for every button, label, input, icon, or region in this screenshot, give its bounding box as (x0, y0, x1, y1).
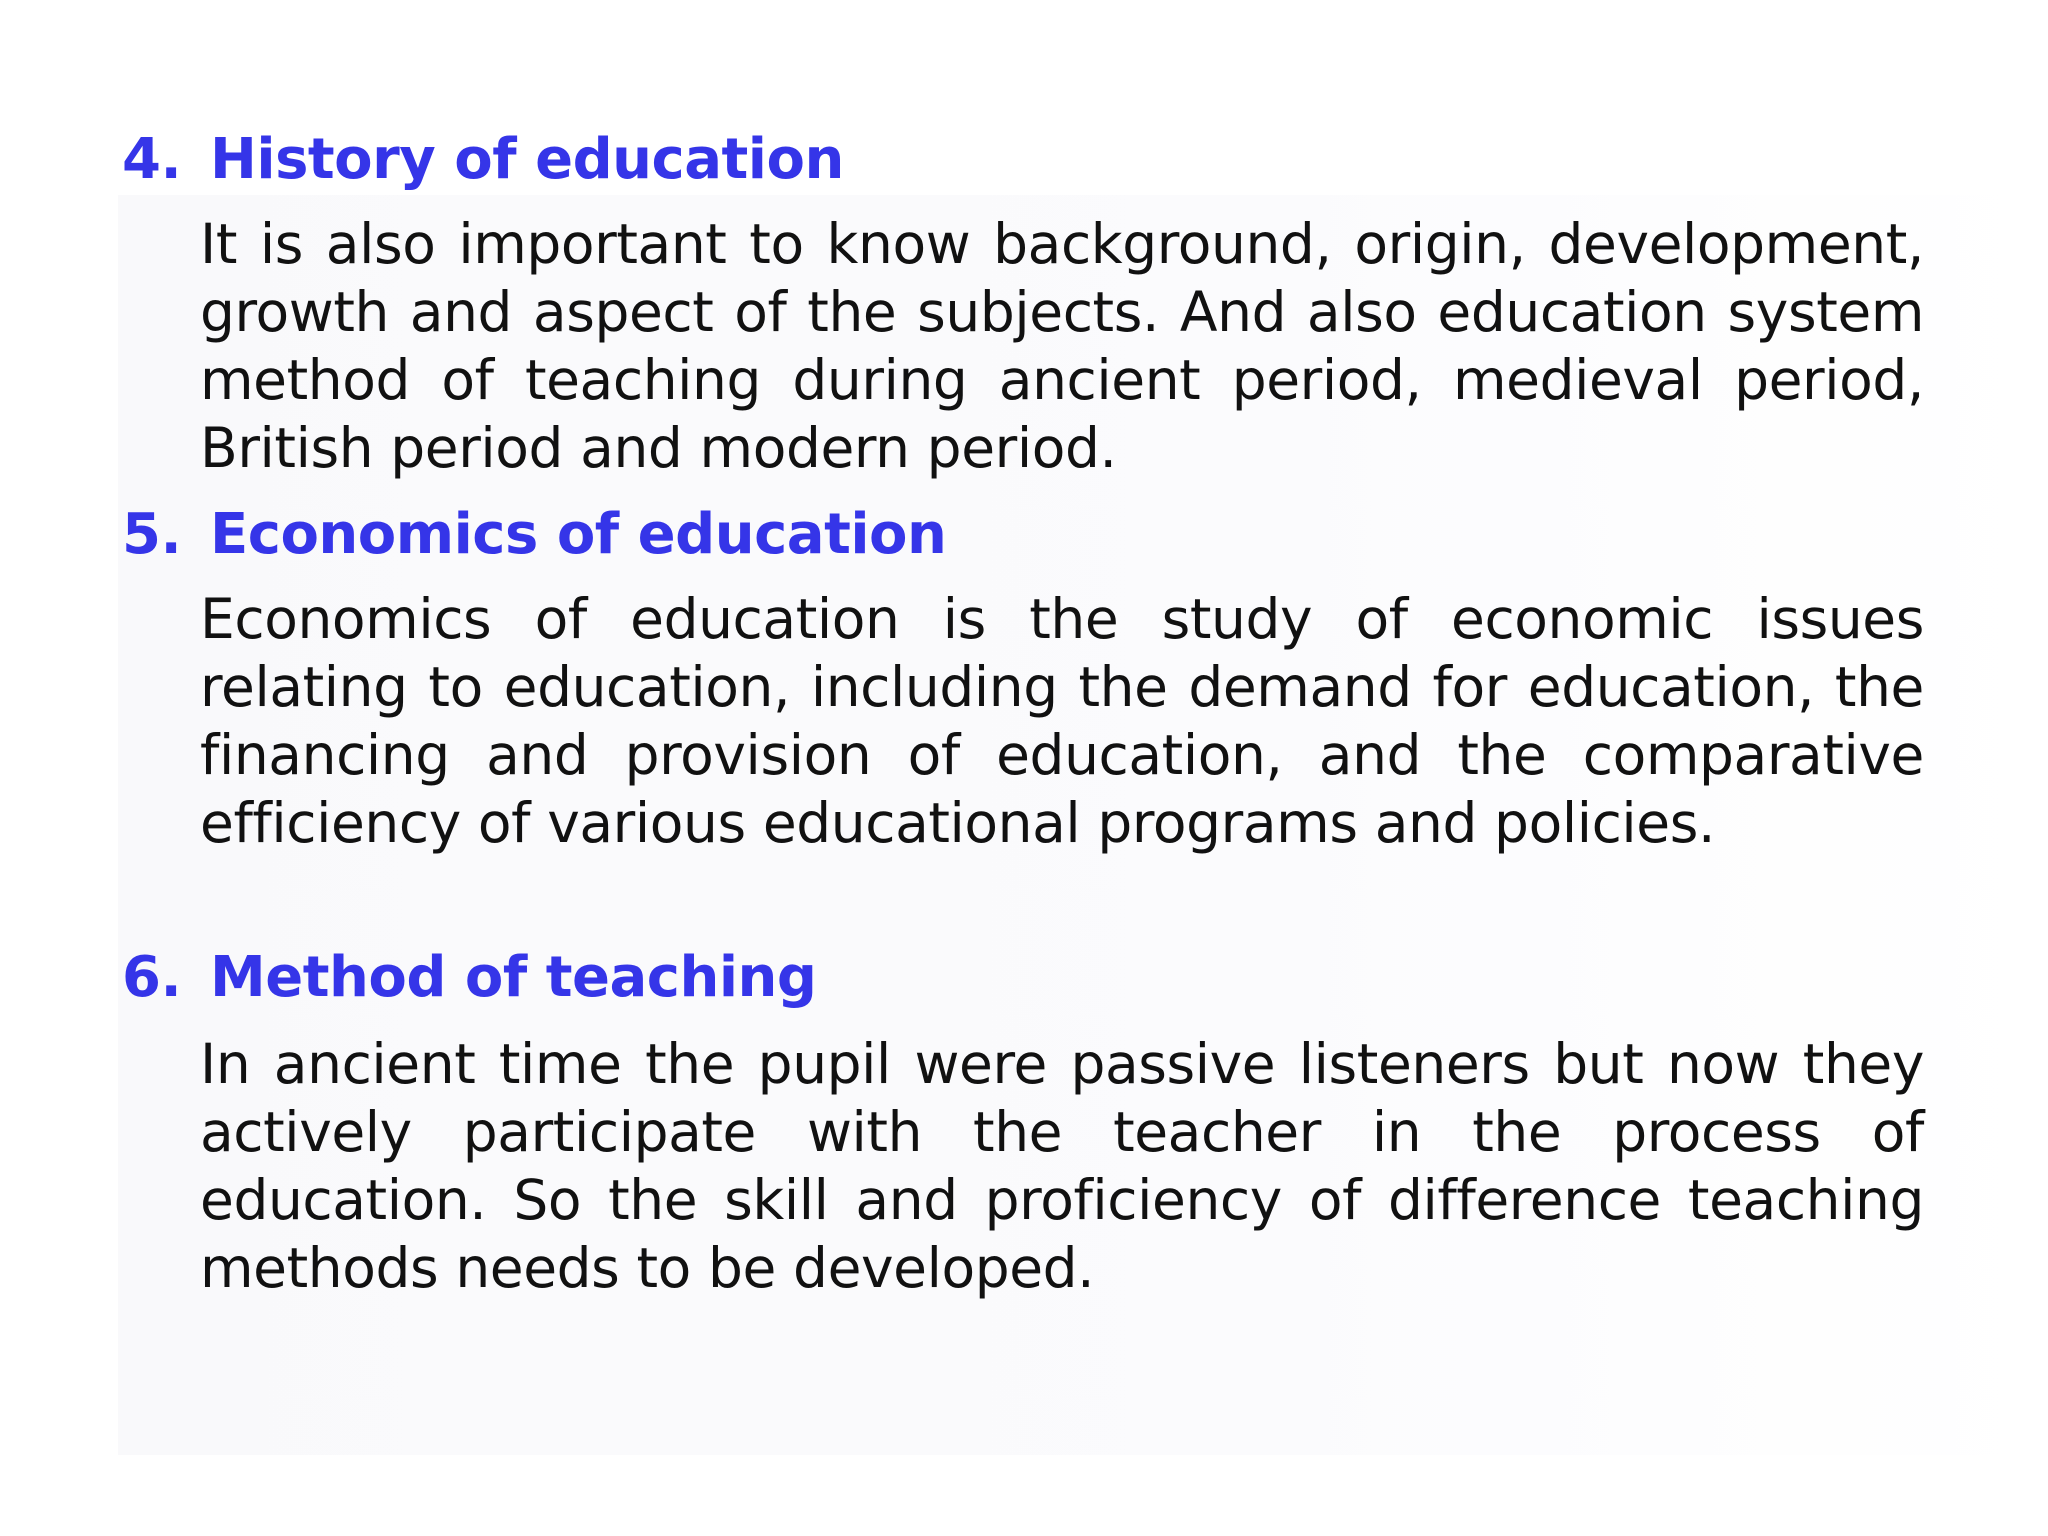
section-number: 6. (122, 945, 182, 1010)
section-title: Method of teaching (210, 945, 817, 1010)
section-number: 5. (122, 502, 182, 567)
section-heading-economics (122, 502, 946, 568)
section-body-method: In ancient time the pupil were passive listeners but now they actively participate with the teacher in the process of education. So the skill and proficiency of difference teaching methods needs to be developed. (200, 1032, 1924, 1300)
section-body-history: It is also important to know background, origin, development, growth and aspect of the subjects. And also education system method of teaching during ancient period, medieval period, British period and modern period. (200, 212, 1924, 480)
section-heading-history (122, 127, 844, 193)
section-number: 4. (122, 127, 182, 192)
section-title: History of education (210, 127, 844, 192)
section-heading-method (122, 945, 816, 1011)
section-title: Economics of education (210, 502, 947, 567)
section-body-economics: Economics of education is the study of economic issues relating to education, including the demand for education, the financing and provision of education, and the comparative efficiency of various educational programs and policies. (200, 587, 1924, 855)
